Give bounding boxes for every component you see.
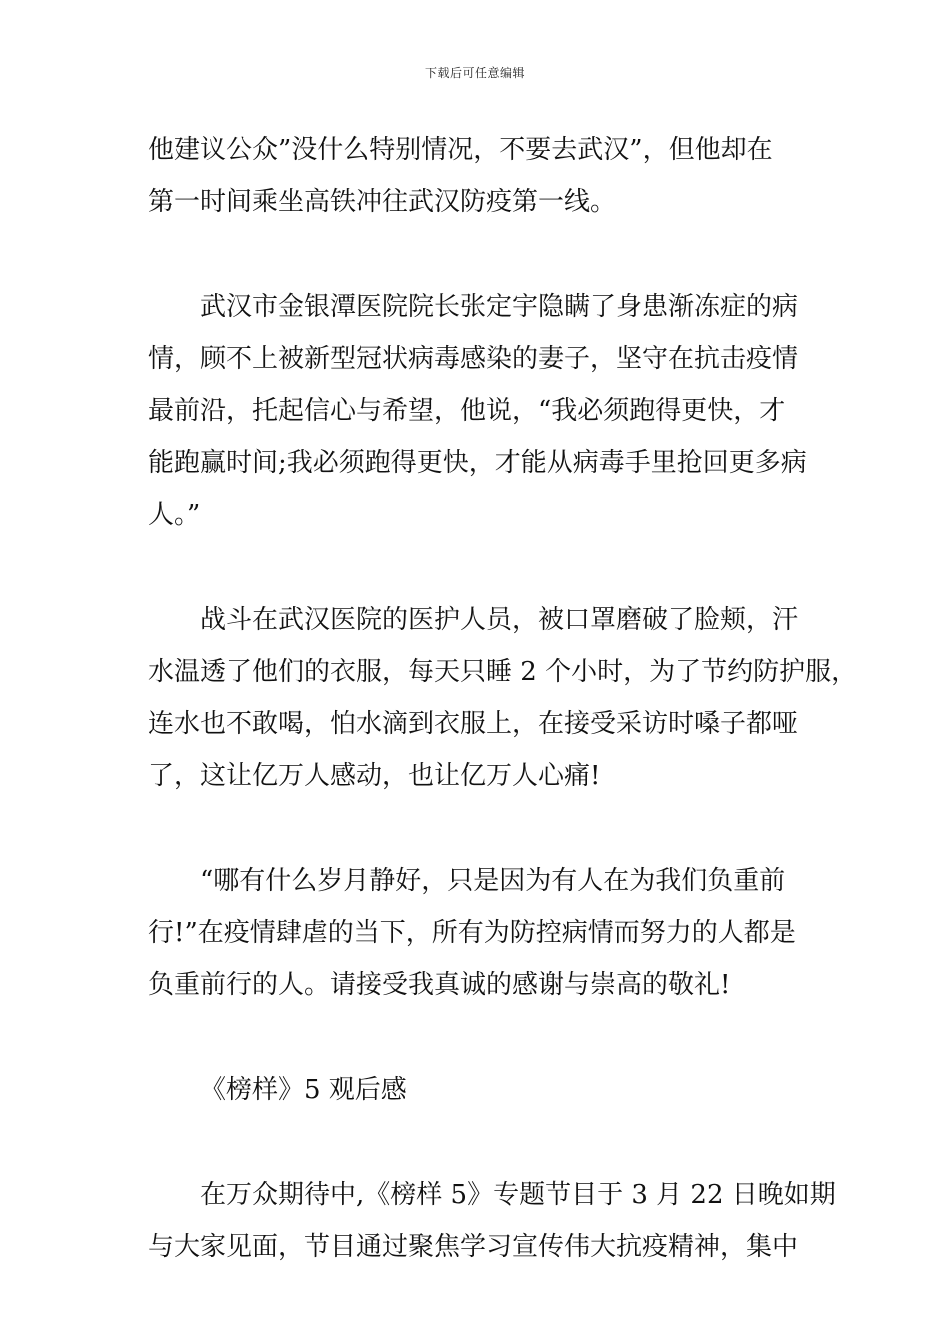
paragraph-1	[148, 124, 818, 228]
text-line: 武汉市金银潭医院院长张定宇隐瞒了身患渐冻症的病	[200, 292, 799, 322]
text-line: 人。”	[148, 500, 201, 530]
text-line: “哪有什么岁月静好，只是因为有人在为我们负重前	[200, 866, 786, 896]
text-line: 战斗在武汉医院的医护人员，被口罩磨破了脸颊，汗	[200, 605, 799, 635]
text-line: 负重前行的人。请接受我真诚的感谢与崇高的敬礼!	[148, 970, 731, 1000]
document-body	[148, 124, 858, 1326]
paragraph-2	[148, 281, 818, 541]
text-line: 与大家见面，节目通过聚焦学习宣传伟大抗疫精神，集中	[148, 1232, 799, 1262]
text-line: 连水也不敢喝，怕水滴到衣服上，在接受采访时嗓子都哑	[148, 709, 799, 739]
paragraph-4	[148, 855, 818, 1011]
paragraph-3	[148, 594, 858, 802]
paragraph-5	[148, 1169, 836, 1273]
text-line: 第一时间乘坐高铁冲往武汉防疫第一线。	[148, 187, 617, 217]
text-line: 最前沿，托起信心与希望，他说，“我必须跑得更快，才	[148, 396, 786, 426]
text-line: 在万众期待中,《榜样 5》专题节目于 3 月 22 日晚如期	[200, 1180, 836, 1210]
text-line: 情，顾不上被新型冠状病毒感染的妻子，坚守在抗击疫情	[148, 344, 799, 374]
text-line: 水温透了他们的衣服，每天只睡 2 个小时，为了节约防护服，	[148, 657, 858, 687]
text-line: 他建议公众”没什么特别情况，不要去武汉”，但他却在	[148, 135, 773, 165]
text-line: 能跑赢时间;我必须跑得更快，才能从病毒手里抢回更多病	[148, 448, 807, 478]
text-line: 《榜样》5 观后感	[200, 1075, 407, 1105]
page-header-note: 下载后可任意编辑	[424, 66, 525, 80]
section-heading	[148, 1064, 818, 1116]
text-line: 了，这让亿万人感动，也让亿万人心痛!	[148, 761, 601, 791]
text-line: 行!”在疫情肆虐的当下，所有为防控病情而努力的人都是	[148, 918, 796, 948]
